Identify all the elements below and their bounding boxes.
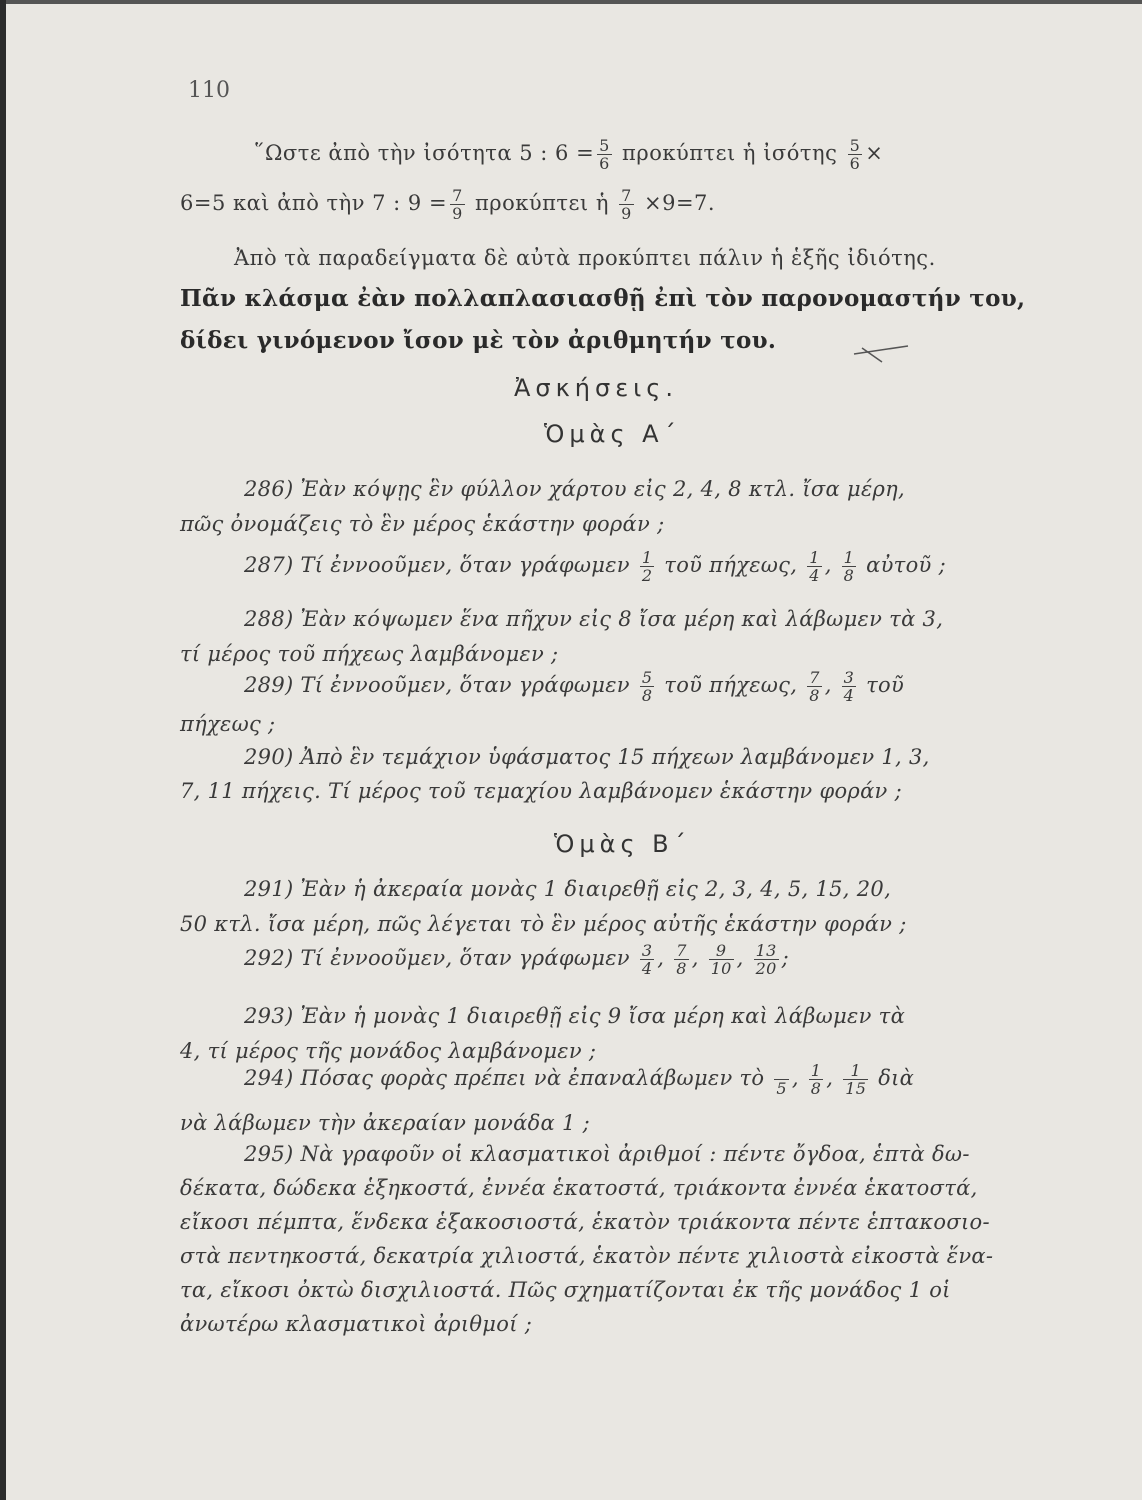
numerator: 13 [755, 941, 777, 960]
intro-text: προκύπτει ἡ [474, 191, 609, 215]
numerator: 1 [810, 1061, 822, 1080]
numerator: 7 [452, 186, 463, 205]
fraction [842, 549, 856, 584]
numerator: 1 [641, 548, 653, 567]
numerator: 7 [676, 941, 687, 960]
fraction [640, 549, 654, 584]
exercise-287: 287) Τί ἐννοοῦμεν, ὅταν γράφωμεν $\frac{1}{2}$ τοῦ πήχεως, $\frac{1}{4}$ , $\frac{1}{8}$ αὐτοῦ ; [244, 548, 946, 585]
denominator: 9 [452, 204, 463, 223]
intro-line-3: Ἀπὸ τὰ παραδείγματα δὲ αὐτὰ προκύπτει πάλιν ἡ ἑξῆς ἰδιότης. [234, 246, 936, 270]
intro-text: προκύπτει ἡ ἰσότης [622, 141, 838, 165]
fraction [597, 137, 612, 172]
exercise-292: 292) Τί ἐννοοῦμεν, ὅταν γράφωμεν $\frac{3}{4}$ , $\frac{7}{8}$ , $\frac{9}{10}$ , $\frac{13}{20}$ ; [244, 941, 789, 978]
denominator: 8 [641, 686, 653, 705]
intro-line-2 [180, 187, 715, 222]
fraction [640, 942, 654, 977]
exercise-290-line-2: 7, 11 πήχεις. Τί μέρος τοῦ τεμαχίου λαμβάνομεν ἑκάστην φοράν ; [180, 779, 902, 803]
intro-text: 6=5 καὶ ἀπὸ τὴν 7 : 9 = [180, 191, 448, 215]
exercise-289: 289) Τί ἐννοοῦμεν, ὅταν γράφωμεν $\frac{5}{8}$ τοῦ πήχεως, $\frac{7}{8}$ , $\frac{3}{4}$ τοῦ [244, 668, 905, 705]
exercise-text: τοῦ πήχεως, [664, 673, 798, 697]
exercise-286-line-1: 286) Ἐὰν κόψῃς ἓν φύλλον χάρτου εἰς 2, 4, 8 κτλ. ἴσα μέρη, [244, 477, 906, 501]
exercise-295-line-3: εἴκοσι πέμπτα, ἕνδεκα ἑξακοσιοστά, ἑκατὸν τριάκοντα πέντε ἑπτακοσιο- [180, 1210, 990, 1234]
intro-text: ῞Ωστε ἀπὸ τὴν ἰσότητα 5 : 6 = [254, 141, 595, 165]
fraction [674, 942, 688, 977]
numerator: 1 [809, 548, 820, 567]
denominator: 10 [710, 959, 732, 978]
denominator: 8 [810, 1079, 822, 1098]
group-b-heading: Ὁμὰς Β΄ [554, 830, 691, 858]
numerator [774, 1062, 788, 1079]
numerator: 7 [809, 668, 820, 687]
numerator: 5 [641, 668, 653, 687]
numerator: 9 [715, 941, 727, 960]
exercise-295-line-2: δέκατα, δώδεκα ἑξηκοστά, ἐννέα ἑκατοστά, τριάκοντα ἐννέα ἑκατοστά, [180, 1176, 978, 1200]
denominator: 4 [843, 686, 855, 705]
exercise-293-line-2: 4, τί μέρος τῆς μονάδος λαμβάνομεν ; [180, 1039, 597, 1063]
intro-text: × [865, 141, 884, 165]
group-a-heading: Ὁμὰς Α΄ [544, 420, 681, 448]
fraction [842, 669, 856, 704]
exercise-text: 289) Τί ἐννοοῦμεν, ὅταν γράφωμεν [244, 673, 630, 697]
exercise-text: διὰ [878, 1066, 915, 1090]
exercise-286-line-2: πῶς ὀνομάζεις τὸ ἓν μέρος ἑκάστην φοράν ; [180, 512, 665, 536]
exercise-text: 294) Πόσας φορὰς πρέπει νὰ ἐπαναλάβωμεν τὸ [244, 1066, 765, 1090]
denominator: 4 [641, 959, 653, 978]
fraction [843, 1062, 868, 1097]
exercise-text: αὐτοῦ ; [866, 553, 946, 577]
denominator: 20 [755, 959, 777, 978]
exercise-295-line-6: ἀνωτέρω κλασματικοὶ ἀριθμοί ; [180, 1312, 533, 1336]
fraction [807, 669, 821, 704]
intro-line-1 [254, 137, 883, 172]
fraction [807, 549, 821, 584]
exercise-289-line-2: πήχεως ; [180, 712, 276, 736]
exercise-294-line-2: νὰ λάβωμεν τὴν ἀκεραίαν μονάδα 1 ; [180, 1111, 591, 1135]
exercise-290-line-1: 290) Ἀπὸ ἓν τεμάχιον ὑφάσματος 15 πήχεων λαμβάνομεν 1, 3, [244, 745, 930, 769]
exercise-295-line-5: τα, εἴκοσι ὀκτὼ δισχιλιοστά. Πῶς σχηματίζονται ἐκ τῆς μονάδος 1 οἱ [180, 1278, 951, 1302]
fraction [754, 942, 779, 977]
page-number: 110 [188, 78, 230, 103]
book-page [6, 4, 1142, 1500]
exercise-295-line-4: στὰ πεντηκοστά, δεκατρία χιλιοστά, ἑκατὸν πέντε χιλιοστὰ εἰκοστὰ ἕνα- [180, 1244, 994, 1268]
fraction [809, 1062, 823, 1097]
exercise-text: 292) Τί ἐννοοῦμεν, ὅταν γράφωμεν [244, 946, 630, 970]
fraction [619, 187, 634, 222]
exercise-288-line-1: 288) Ἐὰν κόψωμεν ἕνα πῆχυν εἰς 8 ἴσα μέρη καὶ λάβωμεν τὰ 3, [244, 607, 944, 631]
rule-line-1: Πᾶν κλάσμα ἐὰν πολλαπλασιασθῇ ἐπὶ τὸν παρονομαστήν του, [180, 285, 1026, 312]
denominator: 9 [621, 204, 632, 223]
denominator: 2 [641, 566, 653, 585]
denominator: 6 [849, 154, 861, 173]
numerator: 1 [850, 1061, 861, 1080]
exercise-288-line-2: τί μέρος τοῦ πήχεως λαμβάνομεν ; [180, 642, 559, 666]
exercise-291-line-2: 50 κτλ. ἴσα μέρη, πῶς λέγεται τὸ ἓν μέρος αὐτῆς ἑκάστην φοράν ; [180, 912, 907, 936]
exercise-294: 294) Πόσας φορὰς πρέπει νὰ ἐπαναλάβωμεν τὸ 5 , $\frac{1}{8}$ , $\frac{1}{15}$ διὰ [244, 1061, 915, 1098]
pen-mark-icon [852, 344, 912, 364]
exercise-text: τοῦ πήχεως, [664, 553, 798, 577]
denominator: 15 [845, 1079, 867, 1098]
fraction [450, 187, 465, 222]
denominator: 8 [676, 959, 687, 978]
exercise-291-line-1: 291) Ἐὰν ἡ ἀκεραία μονὰς 1 διαιρεθῇ εἰς 2, 3, 4, 5, 15, 20, [244, 877, 892, 901]
exercise-text: 287) Τί ἐννοοῦμεν, ὅταν γράφωμεν [244, 553, 630, 577]
numerator: 5 [599, 136, 610, 155]
fraction [774, 1062, 788, 1097]
exercise-295-line-1: 295) Νὰ γραφοῦν οἱ κλασματικοὶ ἀριθμοί : πέντε ὄγδοα, ἑπτὰ δω- [244, 1142, 970, 1166]
denominator: 6 [599, 154, 610, 173]
exercise-293-line-1: 293) Ἐὰν ἡ μονὰς 1 διαιρεθῇ εἰς 9 ἴσα μέρη καὶ λάβωμεν τὰ [244, 1004, 906, 1028]
fraction [848, 137, 863, 172]
numerator: 1 [843, 548, 855, 567]
denominator: 4 [809, 566, 820, 585]
exercise-text: ; [781, 946, 789, 970]
exercises-heading: Ἀσκήσεις. [514, 374, 679, 402]
numerator: 5 [849, 136, 861, 155]
intro-text: ×9=7. [644, 191, 716, 215]
denominator: 5 [776, 1079, 787, 1098]
numerator: 7 [621, 186, 632, 205]
denominator: 8 [843, 566, 855, 585]
exercise-text: τοῦ [866, 673, 905, 697]
denominator: 8 [809, 686, 820, 705]
fraction [709, 942, 734, 977]
fraction [640, 669, 654, 704]
rule-line-2: δίδει γινόμενον ἴσον μὲ τὸν ἀριθμητήν του. [180, 327, 777, 354]
numerator: 3 [641, 941, 653, 960]
numerator: 3 [843, 668, 855, 687]
